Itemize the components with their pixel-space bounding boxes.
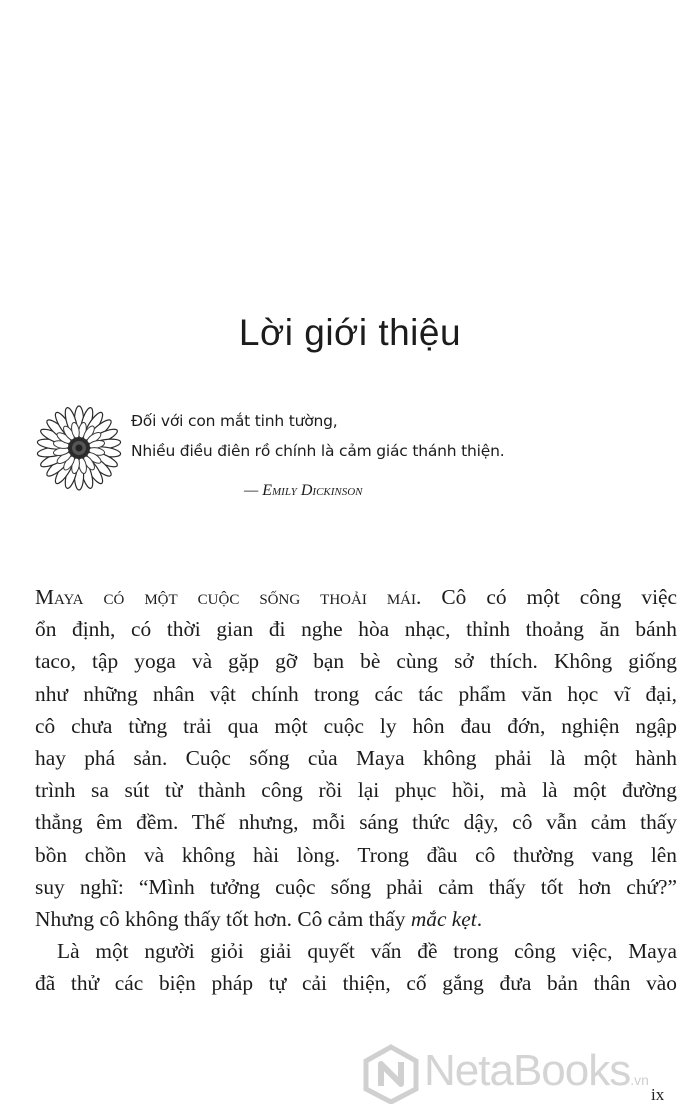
text-line: bồn chồn và không hài lòng. Trong đầu cô thường vang lên (35, 842, 677, 867)
text-line: thẳng êm đềm. Thế nhưng, mỗi sáng thức dậy, cô vẫn cảm thấy (35, 810, 677, 835)
watermark-suffix: .vn (630, 1072, 649, 1088)
watermark-brand: NetaBooks (424, 1046, 631, 1095)
text-line: cô chưa từng trải qua một cuộc ly hôn đau đớn, nghiện ngập (35, 713, 677, 738)
attribution-author: Emily Dickinson (262, 482, 363, 499)
line-text: Cô có một công việc (421, 585, 678, 609)
epigraph-line: Đối với con mắt tinh tường, (131, 412, 338, 430)
text-line: như những nhân vật chính trong các tác phẩm văn học vĩ đại, (35, 681, 677, 706)
epigraph-line: Nhiều điều điên rồ chính là cảm giác thánh thiện. (131, 442, 505, 460)
text-line: đã thử các biện pháp tự cải thiện, cố gắng đưa bản thân vào (35, 971, 677, 996)
epigraph (131, 406, 504, 466)
text-line: ổn định, có thời gian đi nghe hòa nhạc, thỉnh thoảng ăn bánh (35, 617, 677, 642)
lead-in: Maya có một cuộc sống thoải mái. (35, 585, 422, 609)
line-text: Nhưng cô không thấy tốt hơn. Cô cảm thấy (35, 906, 411, 931)
body-text (35, 581, 677, 999)
line-text: . (476, 906, 483, 931)
daisy-flower-icon (34, 403, 124, 493)
text-line (35, 581, 677, 613)
emphasis-text: mắc kẹt (410, 906, 477, 931)
chapter-title: Lời giới thiệu (238, 312, 462, 353)
epigraph-attribution (244, 482, 363, 500)
text-line (35, 903, 677, 935)
attribution-dash: — (244, 482, 263, 499)
text-line: trình sa sút từ thành công rồi lại phục hồi, mà là một đường (35, 778, 677, 803)
text-line: suy nghĩ: “Mình tưởng cuộc sống phải cảm thấy tốt hơn chứ?” (35, 874, 677, 899)
text-line: taco, tập yoga và gặp gỡ bạn bè cùng sở thích. Không giống (35, 649, 677, 674)
text-line: hay phá sản. Cuộc sống của Maya không phải là một hành (35, 745, 677, 770)
text-line: Là một người giỏi giải quyết vấn đề trong công việc, Maya (57, 939, 677, 964)
netabooks-watermark (360, 1040, 670, 1110)
page-number: ix (651, 1085, 665, 1104)
netabooks-logo-icon (362, 1044, 420, 1104)
